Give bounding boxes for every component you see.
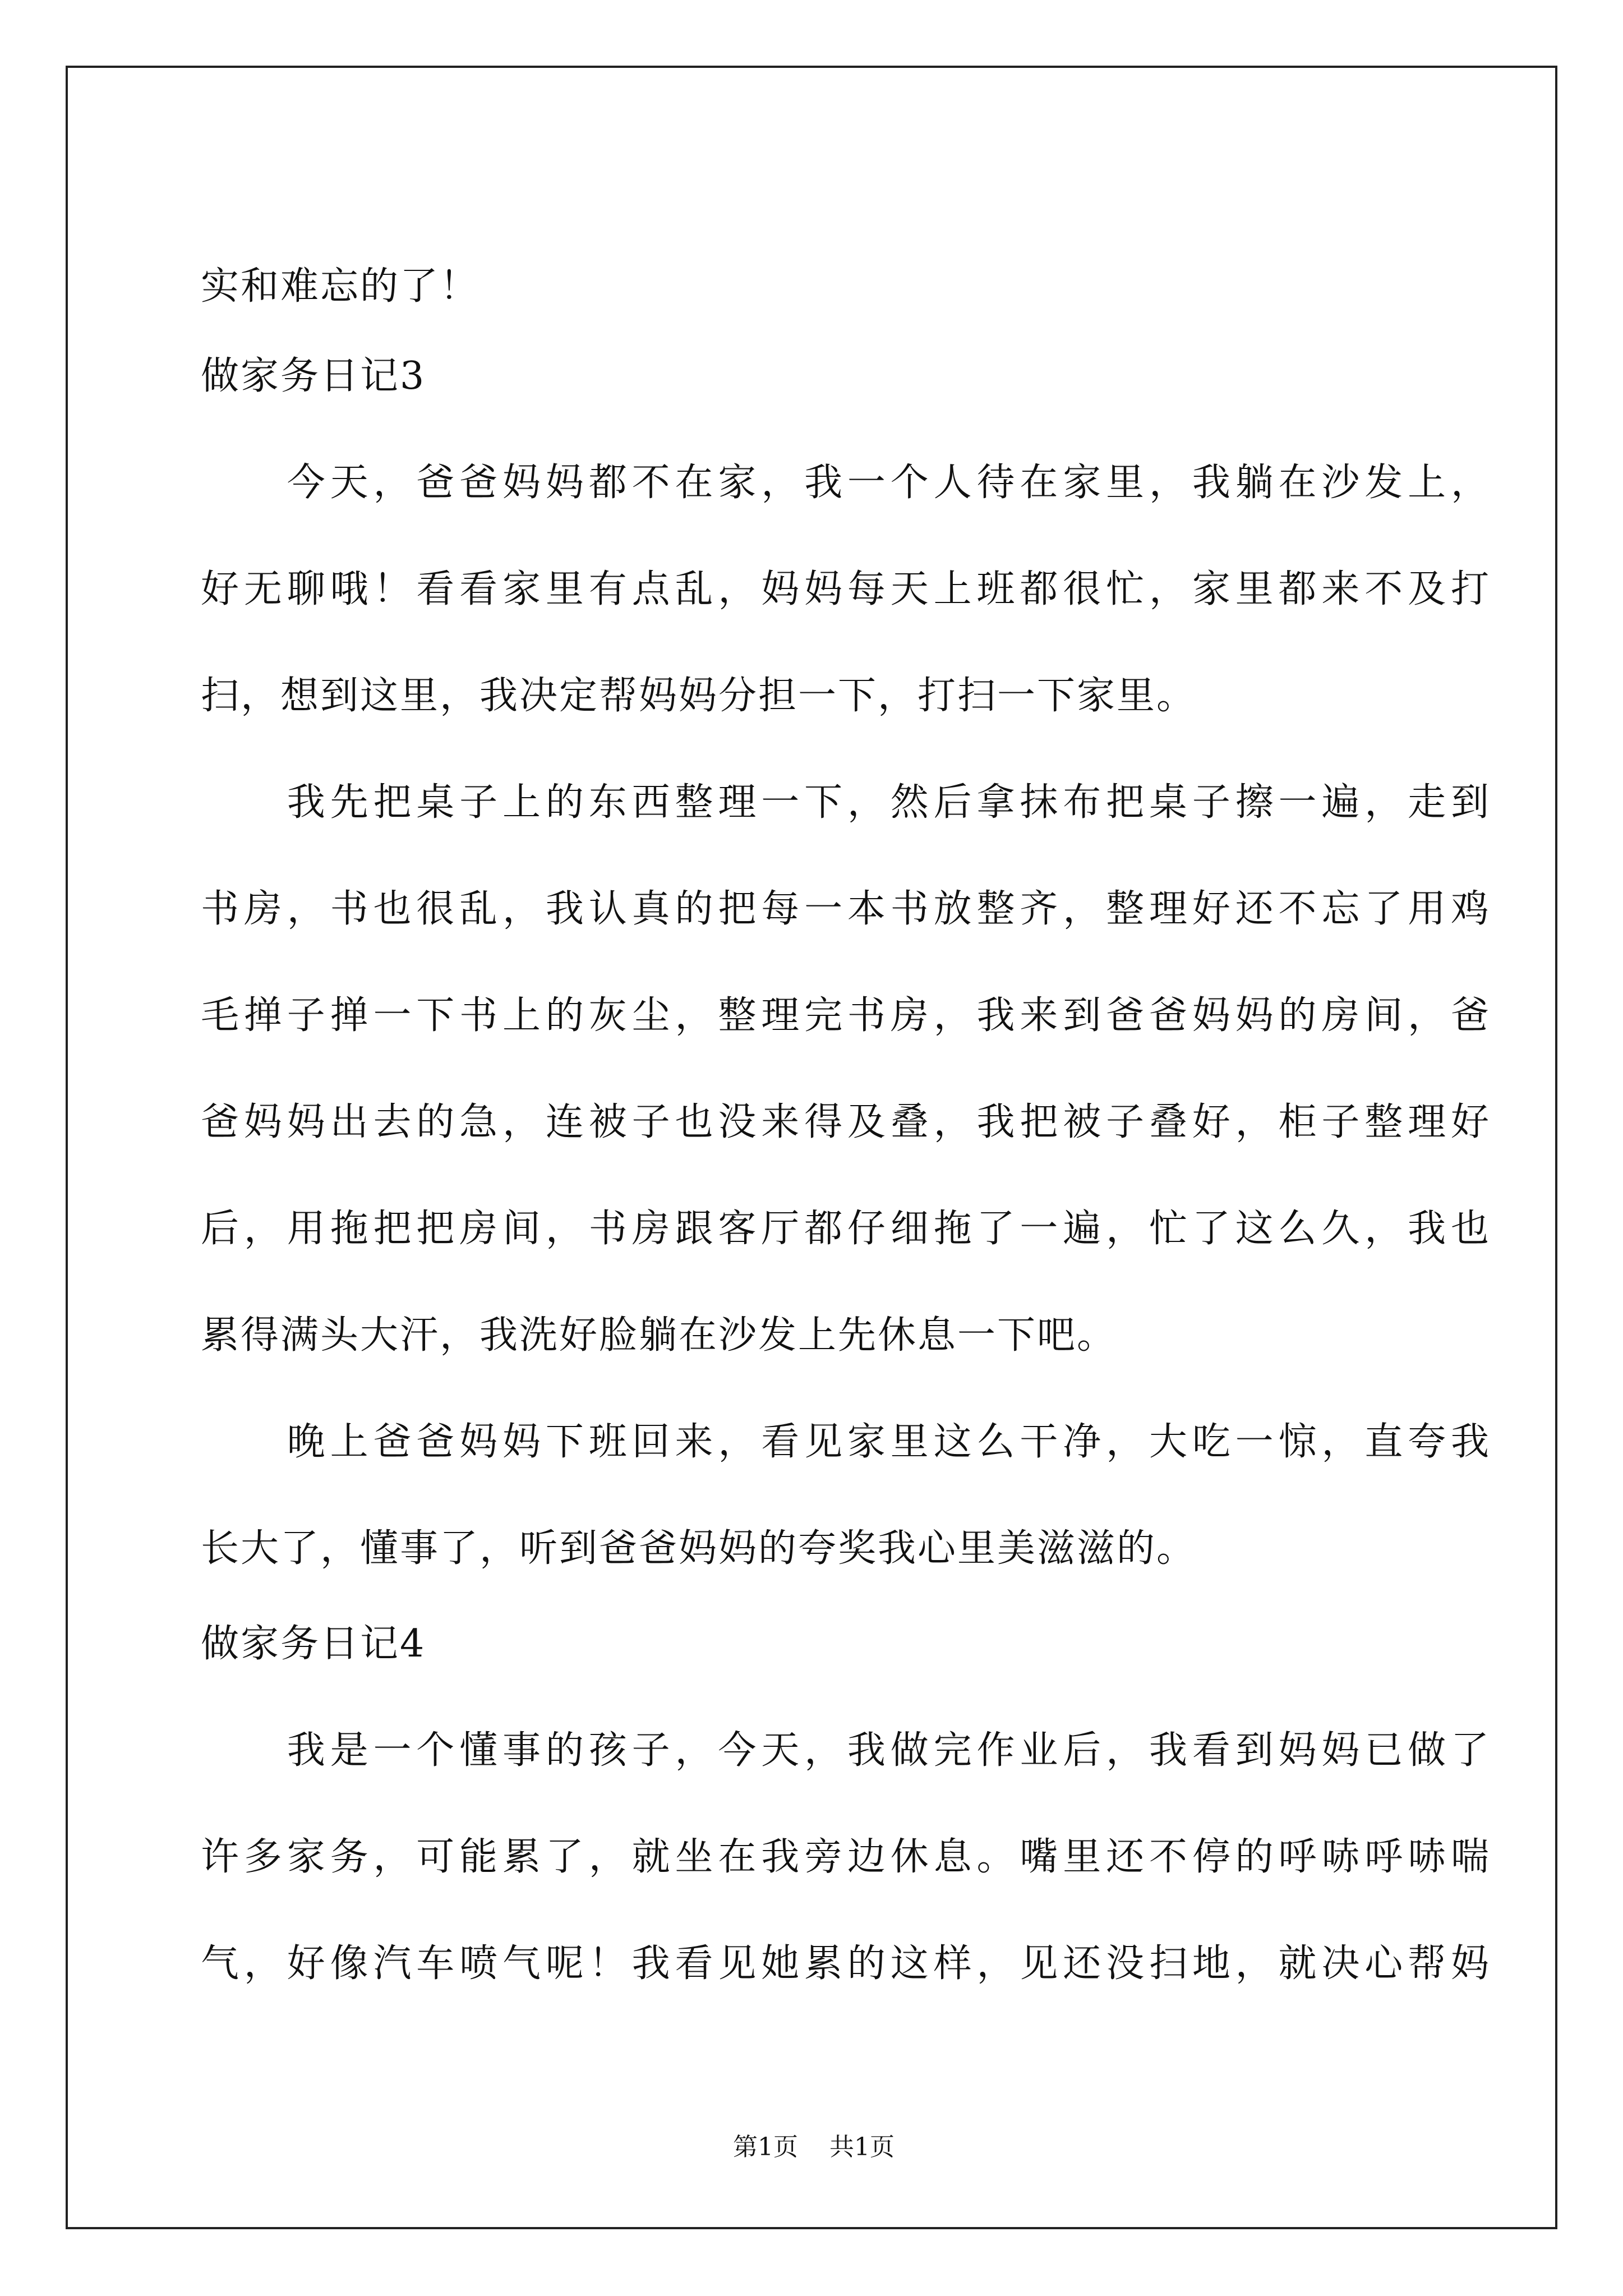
section-heading: 做家务日记4 <box>201 1622 426 1666</box>
page-total: 共1页 <box>829 2133 895 2161</box>
paragraph-line: 今天，爸爸妈妈都不在家，我一个人待在家里，我躺在沙发上， <box>201 461 1491 505</box>
paragraph-line: 好无聊哦！看看家里有点乱，妈妈每天上班都很忙，家里都来不及打 <box>201 567 1491 611</box>
section-heading: 做家务日记3 <box>201 354 426 398</box>
paragraph-line: 毛掸子掸一下书上的灰尘，整理完书房，我来到爸爸妈妈的房间，爸 <box>201 993 1491 1038</box>
paragraph-line: 我是一个懂事的孩子，今天，我做完作业后，我看到妈妈已做了 <box>201 1728 1491 1773</box>
paragraph-line: 许多家务，可能累了，就坐在我旁边休息。嘴里还不停的呼哧呼哧喘 <box>201 1835 1491 1879</box>
paragraph-line: 扫，想到这里，我决定帮妈妈分担一下，打扫一下家里。 <box>201 674 1197 718</box>
paragraph-line: 我先把桌子上的东西整理一下，然后拿抹布把桌子擦一遍，走到 <box>201 780 1491 825</box>
paragraph-line: 爸妈妈出去的急，连被子也没来得及叠，我把被子叠好，柜子整理好 <box>201 1100 1491 1144</box>
page-number: 第1页 <box>733 2133 799 2161</box>
document-page <box>66 66 1557 2229</box>
paragraph-line: 后，用拖把把房间，书房跟客厅都仔细拖了一遍，忙了这么久，我也 <box>201 1207 1491 1251</box>
paragraph-line: 书房，书也很乱，我认真的把每一本书放整齐，整理好还不忘了用鸡 <box>201 887 1491 931</box>
paragraph-line: 晚上爸爸妈妈下班回来，看见家里这么干净，大吃一惊，直夸我 <box>201 1420 1491 1464</box>
page-footer <box>68 2131 1560 2164</box>
paragraph-line: 累得满头大汗，我洗好脸躺在沙发上先休息一下吧。 <box>201 1313 1117 1358</box>
paragraph-line: 长大了，懂事了，听到爸爸妈妈的夸奖我心里美滋滋的。 <box>201 1526 1197 1571</box>
paragraph-line: 气，好像汽车喷气呢！我看见她累的这样，见还没扫地，就决心帮妈 <box>201 1941 1491 1986</box>
text-line: 实和难忘的了！ <box>201 264 480 309</box>
